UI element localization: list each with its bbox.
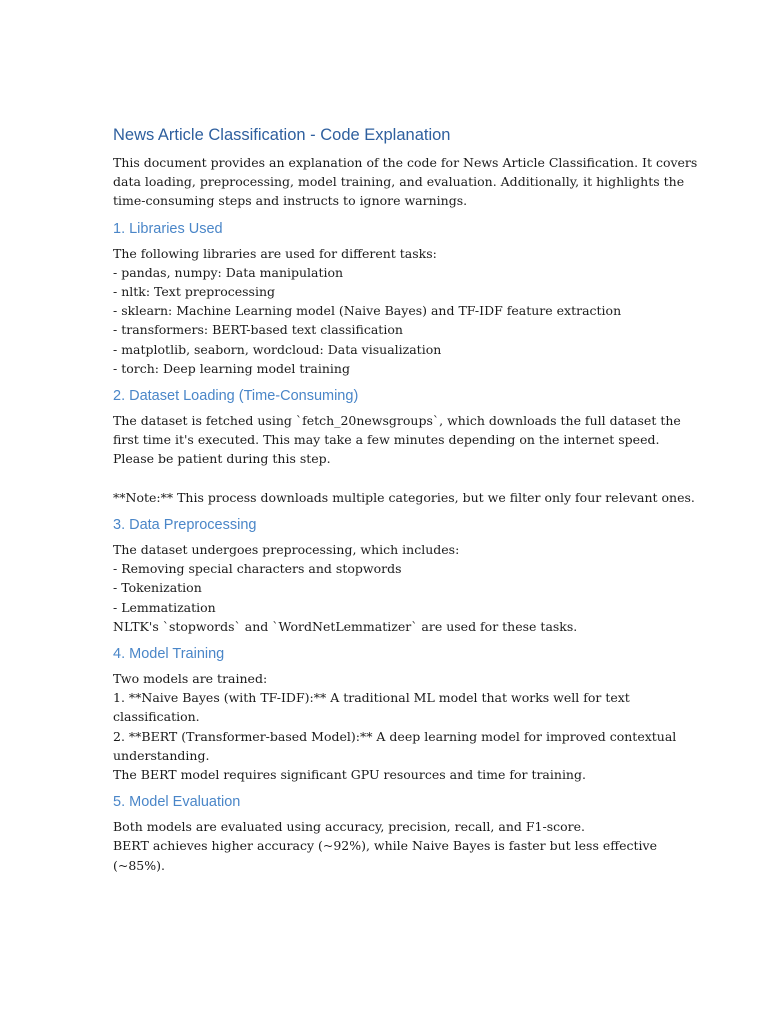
intro-paragraph [113, 153, 698, 211]
section-line: The dataset undergoes preprocessing, which includes: [113, 542, 460, 558]
section-line: - nltk: Text preprocessing [113, 284, 275, 300]
section-line: 2. **BERT (Transformer-based Model):** A deep learning model for improved contextual [113, 728, 677, 744]
section-body [113, 244, 673, 378]
section-heading: 4. Model Training [113, 646, 225, 663]
blank-line [113, 469, 673, 488]
section-line: - Removing special characters and stopwords [113, 561, 402, 577]
section-heading: 2. Dataset Loading (Time-Consuming) [113, 388, 359, 405]
section-body [113, 540, 673, 636]
section-line: Both models are evaluated using accuracy, precision, recall, and F1-score. [113, 819, 585, 835]
section-line: The following libraries are used for different tasks: [113, 245, 437, 261]
section-line: first time it's executed. This may take a few minutes depending on the internet speed. [113, 432, 660, 448]
section-line: - pandas, numpy: Data manipulation [113, 264, 344, 280]
section-body [113, 411, 695, 507]
section-line: The BERT model requires significant GPU resources and time for training. [113, 767, 586, 783]
section-line: - sklearn: Machine Learning model (Naive Bayes) and TF-IDF feature extraction [113, 303, 622, 319]
section-line: Please be patient during this step. [113, 451, 331, 467]
section-line: NLTK's `stopwords` and `WordNetLemmatizer` are used for these tasks. [113, 618, 578, 634]
document-page [113, 124, 698, 875]
section-heading: 3. Data Preprocessing [113, 517, 257, 534]
section-heading: 1. Libraries Used [113, 220, 223, 237]
section-line: (~85%). [113, 857, 165, 873]
intro-line: time-consuming steps and instructs to ignore warnings. [113, 193, 468, 209]
section-line: - transformers: BERT-based text classification [113, 322, 403, 338]
section-line: - Tokenization [113, 580, 202, 596]
section-line: 1. **Naive Bayes (with TF-IDF):** A traditional ML model that works well for text [113, 690, 630, 706]
section-body [113, 669, 677, 784]
section-line: - torch: Deep learning model training [113, 360, 350, 376]
section-line: - Lemmatization [113, 599, 216, 615]
section-preprocessing [113, 515, 673, 636]
section-line: **Note:** This process downloads multiple categories, but we filter only four relevant ones. [113, 489, 695, 505]
section-line: Two models are trained: [113, 671, 268, 687]
intro-line: This document provides an explanation of the code for News Article Classification. It covers [113, 155, 698, 170]
section-dataset-loading [113, 386, 695, 507]
section-model-evaluation [113, 792, 673, 875]
section-line: BERT achieves higher accuracy (~92%), while Naive Bayes is faster but less effective [113, 838, 658, 854]
section-line: classification. [113, 709, 200, 725]
section-body [113, 817, 673, 875]
section-libraries [113, 219, 673, 378]
section-heading: 5. Model Evaluation [113, 794, 241, 811]
section-line: The dataset is fetched using `fetch_20newsgroups`, which downloads the full dataset the [113, 413, 681, 429]
section-model-training [113, 644, 677, 784]
intro-line: data loading, preprocessing, model training, and evaluation. Additionally, it highlights the [113, 174, 685, 190]
document-title: News Article Classification - Code Explanation [113, 126, 451, 144]
section-line: - matplotlib, seaborn, wordcloud: Data visualization [113, 341, 442, 357]
section-line: understanding. [113, 747, 210, 763]
